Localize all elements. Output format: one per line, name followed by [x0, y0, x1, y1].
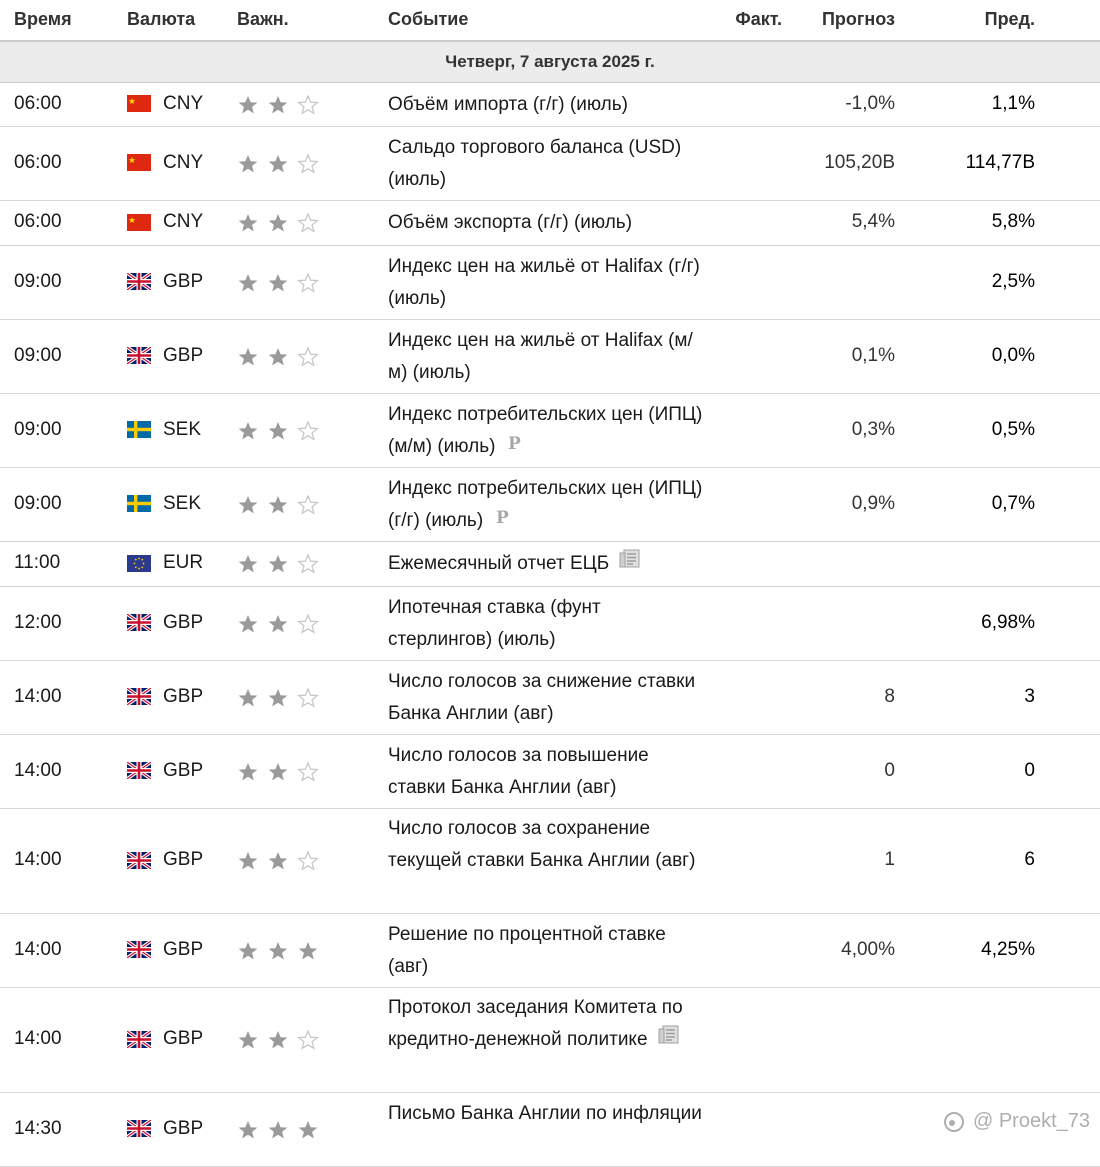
star-filled-icon: [237, 420, 259, 442]
event-text: Индекс цен на жильё от Halifax (г/г) (июль): [388, 255, 700, 309]
star-empty-icon: [297, 1029, 319, 1051]
table-row[interactable]: [0, 246, 1100, 320]
currency-cell: [127, 93, 203, 115]
table-row[interactable]: [0, 988, 1100, 1093]
event-text: Объём импорта (г/г) (июль): [388, 93, 628, 115]
star-filled-icon: [267, 153, 289, 175]
svg-text:P: P: [508, 433, 522, 452]
previous-value: 0,7%: [991, 492, 1035, 514]
event-time: 09:00: [14, 492, 62, 514]
flag-cn-icon: [127, 214, 151, 231]
currency-code: GBP: [163, 270, 204, 292]
table-row[interactable]: [0, 127, 1100, 201]
previous-value: 0,0%: [991, 344, 1035, 366]
star-filled-icon: [267, 346, 289, 368]
table-row[interactable]: [0, 468, 1100, 542]
currency-cell: [127, 612, 203, 634]
flag-cn-icon: [127, 154, 151, 171]
event-name[interactable]: [388, 325, 708, 389]
event-time: 12:00: [14, 611, 62, 633]
watermark-text: @ Proekt_73: [972, 1109, 1090, 1132]
importance-stars: [237, 1029, 319, 1051]
star-empty-icon: [297, 687, 319, 709]
flag-se-icon: [127, 421, 151, 438]
currency-code: GBP: [163, 1117, 204, 1139]
star-empty-icon: [297, 850, 319, 872]
star-filled-icon: [267, 613, 289, 635]
flag-gb-icon: [127, 1120, 151, 1137]
star-empty-icon: [297, 494, 319, 516]
importance-stars: [237, 687, 319, 709]
flag-gb-icon: [127, 941, 151, 958]
event-text: Число голосов за повышение ставки Банка Англии (авг): [388, 744, 649, 798]
importance-stars: [237, 420, 319, 442]
event-name[interactable]: [388, 473, 708, 537]
flag-gb-icon: [127, 762, 151, 779]
star-filled-icon: [237, 761, 259, 783]
importance-stars: [237, 761, 319, 783]
forecast-value: -1,0%: [845, 92, 895, 114]
event-text: Число голосов за сохранение текущей ставки Банка Англии (авг): [388, 818, 696, 871]
star-filled-icon: [237, 346, 259, 368]
event-text: Индекс потребительских цен (ИПЦ) (г/г) (июль): [388, 477, 703, 531]
table-row[interactable]: [0, 83, 1100, 127]
currency-code: EUR: [163, 552, 204, 573]
document-icon[interactable]: [658, 1024, 680, 1056]
currency-cell: [127, 552, 203, 574]
table-row[interactable]: [0, 587, 1100, 661]
event-text: Письмо Банка Англии по инфляции: [388, 1102, 702, 1124]
event-text: Индекс цен на жильё от Halifax (м/м) (июль): [388, 329, 693, 383]
star-filled-icon: [237, 272, 259, 294]
header-actual[interactable]: Факт.: [735, 9, 782, 29]
previous-value: 2,5%: [991, 270, 1035, 292]
star-filled-icon: [237, 553, 259, 575]
event-time: 14:00: [14, 849, 62, 870]
star-filled-icon: [237, 1119, 259, 1141]
star-empty-icon: [297, 153, 319, 175]
importance-stars: [237, 940, 319, 962]
star-empty-icon: [297, 346, 319, 368]
currency-code: GBP: [163, 759, 204, 781]
event-name[interactable]: [388, 592, 708, 656]
star-filled-icon: [237, 940, 259, 962]
star-empty-icon: [297, 420, 319, 442]
flag-gb-icon: [127, 273, 151, 290]
previous-value: 6,98%: [981, 611, 1035, 633]
star-filled-icon: [237, 94, 259, 116]
table-row[interactable]: [0, 735, 1100, 809]
event-text: Объём экспорта (г/г) (июль): [388, 212, 633, 233]
event-name[interactable]: [388, 666, 708, 730]
currency-cell: [127, 939, 203, 961]
header-event[interactable]: Событие: [388, 9, 469, 29]
importance-stars: [237, 613, 319, 635]
currency-code: GBP: [163, 1028, 204, 1049]
table-row[interactable]: [0, 1093, 1100, 1167]
currency-code: GBP: [163, 938, 204, 960]
header-forecast[interactable]: Прогноз: [821, 9, 895, 29]
currency-code: SEK: [163, 492, 202, 514]
currency-code: CNY: [163, 211, 204, 232]
currency-code: GBP: [163, 611, 204, 633]
event-text: Ипотечная ставка (фунт стерлингов) (июль): [388, 596, 601, 650]
event-time: 14:30: [14, 1117, 62, 1139]
document-icon[interactable]: [619, 548, 641, 580]
star-empty-icon: [297, 613, 319, 635]
star-filled-icon: [267, 420, 289, 442]
event-name[interactable]: [388, 548, 708, 580]
event-time: 09:00: [14, 270, 62, 292]
table-row[interactable]: [0, 320, 1100, 394]
star-filled-icon: [267, 212, 289, 234]
event-time: 09:00: [14, 344, 62, 366]
event-name[interactable]: [388, 132, 708, 196]
event-name[interactable]: [388, 813, 708, 877]
forecast-value: 0,3%: [851, 418, 895, 440]
table-row[interactable]: [0, 394, 1100, 468]
header-importance[interactable]: Важн.: [237, 9, 289, 29]
importance-stars: [237, 94, 319, 116]
event-time: 06:00: [14, 211, 62, 232]
previous-value: 0: [1024, 759, 1035, 781]
star-filled-icon: [237, 494, 259, 516]
importance-stars: [237, 494, 319, 516]
star-filled-icon: [267, 553, 289, 575]
event-text: Ежемесячный отчет ЕЦБ: [388, 553, 610, 575]
importance-stars: [237, 553, 319, 575]
event-name[interactable]: [388, 740, 708, 804]
star-empty-icon: [297, 272, 319, 294]
star-empty-icon: [297, 553, 319, 575]
currency-cell: [127, 211, 203, 233]
forecast-value: 4,00%: [841, 938, 895, 960]
currency-cell: [127, 760, 203, 782]
star-empty-icon: [297, 212, 319, 234]
event-time: 09:00: [14, 418, 62, 440]
event-text: Сальдо торгового баланса (USD) (июль): [388, 136, 682, 190]
flag-eu-icon: [127, 555, 151, 572]
previous-value: 6: [1024, 849, 1035, 870]
event-name[interactable]: [388, 207, 708, 239]
flag-gb-icon: [127, 347, 151, 364]
star-filled-icon: [267, 940, 289, 962]
watermark: [941, 1108, 1090, 1134]
importance-stars: [237, 850, 319, 872]
date-label: Четверг, 7 августа 2025 г.: [445, 52, 655, 71]
forecast-value: 1: [884, 849, 895, 870]
event-text: Протокол заседания Комитета по кредитно-денежной политике: [388, 997, 683, 1051]
event-time: 06:00: [14, 151, 62, 173]
currency-cell: [127, 152, 203, 174]
star-filled-icon: [267, 850, 289, 872]
star-filled-icon: [267, 761, 289, 783]
importance-stars: [237, 272, 319, 294]
event-rows: [0, 83, 1100, 1167]
star-empty-icon: [297, 761, 319, 783]
preliminary-icon[interactable]: [493, 505, 511, 537]
previous-value: 0,5%: [991, 418, 1035, 440]
importance-stars: [237, 212, 319, 234]
importance-stars: [237, 1119, 319, 1141]
flag-gb-icon: [127, 852, 151, 869]
currency-cell: [127, 271, 203, 293]
flag-cn-icon: [127, 95, 151, 112]
flag-gb-icon: [127, 1031, 151, 1048]
importance-stars: [237, 153, 319, 175]
currency-code: GBP: [163, 685, 204, 707]
star-filled-icon: [267, 687, 289, 709]
previous-value: 4,25%: [981, 938, 1035, 960]
event-text: Число голосов за снижение ставки Банка Англии (авг): [388, 670, 696, 724]
event-text: Индекс потребительских цен (ИПЦ) (м/м) (июль): [388, 403, 703, 457]
star-filled-icon: [237, 850, 259, 872]
currency-code: CNY: [163, 92, 204, 114]
date-row: [0, 42, 1100, 83]
flag-gb-icon: [127, 688, 151, 705]
star-filled-icon: [267, 272, 289, 294]
event-time: 14:00: [14, 685, 62, 707]
header-currency[interactable]: Валюта: [127, 9, 196, 29]
currency-cell: [127, 1028, 203, 1050]
forecast-value: 8: [884, 685, 895, 707]
currency-cell: [127, 1118, 203, 1140]
currency-cell: [127, 849, 203, 871]
currency-code: GBP: [163, 344, 204, 366]
flag-gb-icon: [127, 614, 151, 631]
star-filled-icon: [237, 153, 259, 175]
currency-cell: [127, 493, 201, 515]
event-name[interactable]: [388, 251, 708, 315]
star-filled-icon: [237, 212, 259, 234]
importance-stars: [237, 346, 319, 368]
event-time: 11:00: [14, 552, 61, 573]
table-row[interactable]: [0, 914, 1100, 988]
star-filled-icon: [267, 1029, 289, 1051]
currency-code: GBP: [163, 849, 204, 870]
table-row[interactable]: [0, 809, 1100, 914]
event-name[interactable]: [388, 399, 708, 463]
event-time: 14:00: [14, 759, 62, 781]
star-filled-icon: [267, 94, 289, 116]
previous-value: 5,8%: [991, 211, 1035, 232]
forecast-value: 105,20B: [824, 151, 895, 173]
previous-value: 114,77B: [965, 151, 1035, 173]
previous-value: 1,1%: [991, 92, 1035, 114]
preliminary-icon[interactable]: [505, 431, 523, 463]
previous-value: 3: [1024, 685, 1035, 707]
star-filled-icon: [267, 494, 289, 516]
event-name[interactable]: [388, 992, 708, 1056]
flag-se-icon: [127, 495, 151, 512]
table-header: [0, 0, 1100, 42]
star-filled-icon: [237, 687, 259, 709]
event-name[interactable]: [388, 1098, 708, 1130]
header-time[interactable]: Время: [14, 9, 72, 29]
star-filled-icon: [297, 940, 319, 962]
event-time: 06:00: [14, 92, 62, 114]
event-name[interactable]: [388, 89, 708, 121]
currency-code: CNY: [163, 151, 204, 173]
star-filled-icon: [237, 613, 259, 635]
forecast-value: 0: [884, 759, 895, 781]
table-row[interactable]: [0, 201, 1100, 246]
forecast-value: 0,1%: [851, 344, 895, 366]
header-previous[interactable]: Пред.: [984, 9, 1035, 29]
star-filled-icon: [267, 1119, 289, 1141]
forecast-value: 0,9%: [851, 492, 895, 514]
event-time: 14:00: [14, 1028, 62, 1049]
star-empty-icon: [297, 94, 319, 116]
table-row[interactable]: [0, 661, 1100, 735]
currency-code: SEK: [163, 418, 202, 440]
currency-cell: [127, 345, 203, 367]
event-text: Решение по процентной ставке (авг): [388, 923, 666, 977]
table-row[interactable]: [0, 542, 1100, 587]
event-name[interactable]: [388, 919, 708, 983]
currency-cell: [127, 419, 201, 441]
currency-cell: [127, 686, 203, 708]
svg-text:P: P: [496, 507, 509, 526]
star-filled-icon: [297, 1119, 319, 1141]
forecast-value: 5,4%: [851, 211, 895, 232]
star-filled-icon: [237, 1029, 259, 1051]
event-time: 14:00: [14, 938, 62, 960]
weibo-logo-icon: [941, 1108, 967, 1134]
